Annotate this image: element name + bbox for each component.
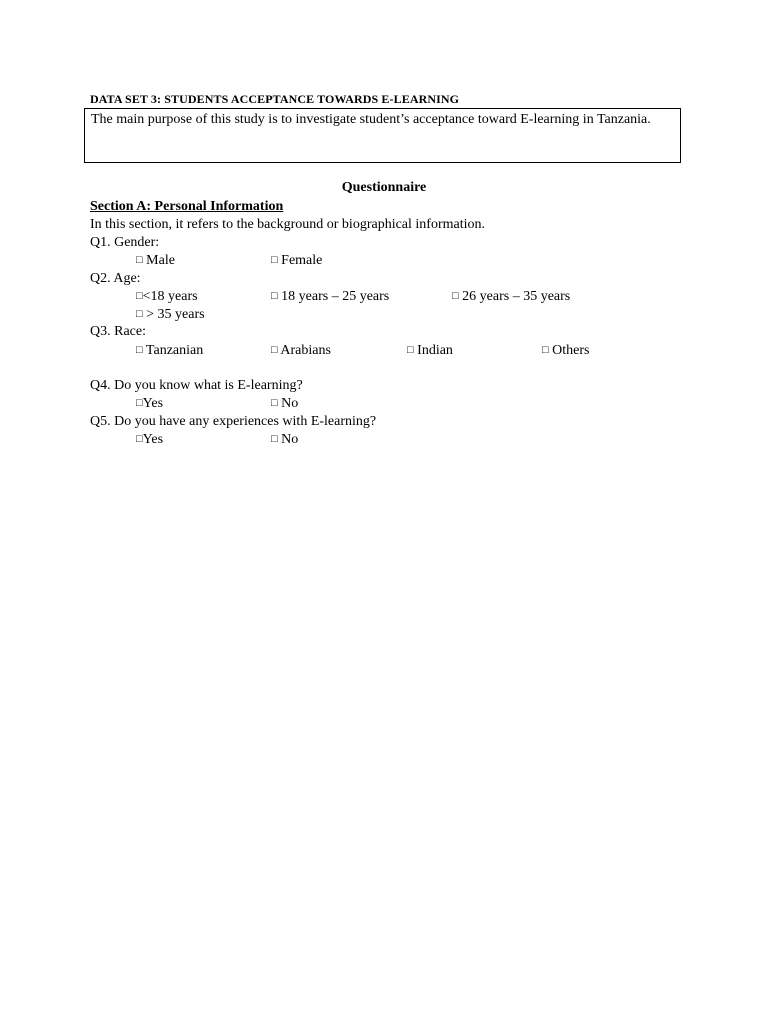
checkbox-icon[interactable]: □: [136, 308, 143, 320]
option-label: > 35 years: [146, 307, 205, 322]
q2-label: Q2. Age:: [90, 271, 141, 286]
q2-option-under-18[interactable]: [136, 288, 198, 306]
purpose-statement: The main purpose of this study is to investigate student’s acceptance toward E-learning in Tanzania.: [91, 112, 651, 127]
option-label: Yes: [142, 396, 164, 411]
q1-label: Q1. Gender:: [90, 235, 160, 250]
checkbox-icon[interactable]: □: [136, 254, 143, 266]
q4-option-no[interactable]: [271, 395, 298, 413]
q2-option-18-25[interactable]: [271, 288, 389, 306]
option-label: No: [281, 432, 299, 447]
q3-option-arabians[interactable]: [271, 342, 331, 360]
q4-option-yes[interactable]: [136, 395, 163, 413]
q3-option-others[interactable]: [542, 342, 589, 360]
checkbox-icon[interactable]: □: [136, 397, 143, 409]
option-label: <18 years: [142, 289, 198, 304]
data-set-heading: DATA SET 3: STUDENTS ACCEPTANCE TOWARDS E-LEARNING: [90, 92, 460, 106]
checkbox-icon[interactable]: □: [271, 344, 278, 356]
checkbox-icon[interactable]: □: [407, 344, 414, 356]
q3-option-indian[interactable]: [407, 342, 453, 360]
checkbox-icon[interactable]: □: [136, 344, 143, 356]
checkbox-icon[interactable]: □: [271, 290, 278, 302]
option-label: Arabians: [280, 343, 331, 358]
option-label: 26 years – 35 years: [462, 289, 571, 304]
q2-option-over-35[interactable]: [136, 306, 205, 324]
q4-label: Q4. Do you know what is E-learning?: [90, 378, 303, 393]
option-label: 18 years – 25 years: [281, 289, 390, 304]
option-label: Yes: [142, 432, 164, 447]
q1-option-male[interactable]: [136, 252, 175, 270]
q3-option-tanzanian[interactable]: [136, 342, 203, 360]
q1-option-female[interactable]: [271, 252, 322, 270]
questionnaire-title: Questionnaire: [341, 180, 427, 195]
q2-option-26-35[interactable]: [452, 288, 570, 306]
section-a-title: Section A: Personal Information: [90, 199, 284, 214]
checkbox-icon[interactable]: □: [452, 290, 459, 302]
checkbox-icon[interactable]: □: [136, 433, 143, 445]
option-label: Tanzanian: [145, 343, 204, 358]
checkbox-icon[interactable]: □: [271, 433, 278, 445]
q3-label: Q3. Race:: [90, 324, 146, 339]
option-label: Others: [552, 343, 590, 358]
checkbox-icon[interactable]: □: [271, 254, 278, 266]
section-a-intro: In this section, it refers to the background or biographical information.: [90, 217, 486, 232]
checkbox-icon[interactable]: □: [542, 344, 549, 356]
q5-option-no[interactable]: [271, 431, 298, 449]
purpose-statement-box: [84, 108, 681, 163]
checkbox-icon[interactable]: □: [271, 397, 278, 409]
checkbox-icon[interactable]: □: [136, 290, 143, 302]
option-label: Indian: [417, 343, 453, 358]
q5-option-yes[interactable]: [136, 431, 163, 449]
option-label: Female: [281, 253, 323, 268]
option-label: No: [281, 396, 299, 411]
option-label: Male: [146, 253, 175, 268]
q5-label: Q5. Do you have any experiences with E-learning?: [90, 414, 377, 429]
